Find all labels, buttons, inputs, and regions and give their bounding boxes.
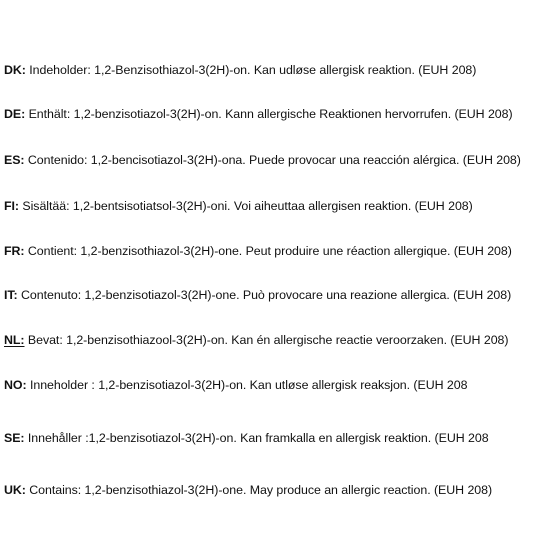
statement-es bbox=[4, 152, 556, 168]
statement-text: Sisältää: 1,2-bentsisotiatsol-3(2H)-oni. Voi aiheuttaa allergisen reaktion. (EUH 208) bbox=[19, 199, 473, 213]
statement-de bbox=[4, 106, 556, 122]
statement-nl bbox=[4, 332, 556, 348]
statement-no bbox=[4, 377, 556, 393]
statement-text: Contient: 1,2-benzisothiazol-3(2H)-one. Peut produire une réaction allergique. (EUH 208) bbox=[24, 244, 512, 258]
statement-text: Innehåller :1,2-benzisotiazol-3(2H)-on. Kan framkalla en allergisk reaktion. (EUH 208 bbox=[24, 431, 489, 445]
statement-it bbox=[4, 287, 556, 303]
language-code: DE: bbox=[4, 107, 26, 121]
statement-text: Bevat: 1,2-benzisothiazool-3(2H)-on. Kan én allergische reactie veroorzaken. (EUH 208) bbox=[24, 333, 509, 347]
language-code: UK: bbox=[4, 483, 26, 497]
statement-se bbox=[4, 430, 556, 446]
language-code: IT: bbox=[4, 288, 18, 302]
statement-text: Contenuto: 1,2-benzisotiazol-3(2H)-one. Può provocare una reazione allergica. (EUH 208) bbox=[17, 288, 512, 302]
language-code: FI: bbox=[4, 199, 19, 213]
statement-text: Enthält: 1,2-benzisotiazol-3(2H)-on. Kann allergische Reaktionen hervorrufen. (EUH 208) bbox=[25, 107, 513, 121]
language-code: DK: bbox=[4, 63, 26, 77]
language-code: ES: bbox=[4, 153, 25, 167]
language-code: NL: bbox=[4, 333, 25, 347]
language-code: NO: bbox=[4, 378, 27, 392]
statement-fi bbox=[4, 198, 556, 214]
statement-fr bbox=[4, 243, 556, 259]
language-code: FR: bbox=[4, 244, 25, 258]
statement-text: Contains: 1,2-benzisothiazol-3(2H)-one. May produce an allergic reaction. (EUH 208) bbox=[25, 483, 493, 497]
statement-text: Contenido: 1,2-bencisotiazol-3(2H)-ona. Puede provocar una reacción alérgica. (EUH 208) bbox=[24, 153, 521, 167]
statement-text: Inneholder : 1,2-benzisotiazol-3(2H)-on. Kan utløse allergisk reaksjon. (EUH 208 bbox=[26, 378, 468, 392]
language-code: SE: bbox=[4, 431, 25, 445]
statement-dk bbox=[4, 62, 556, 78]
statement-uk bbox=[4, 482, 556, 498]
statement-text: Indeholder: 1,2-Benzisothiazol-3(2H)-on. Kan udløse allergisk reaktion. (EUH 208) bbox=[25, 63, 477, 77]
